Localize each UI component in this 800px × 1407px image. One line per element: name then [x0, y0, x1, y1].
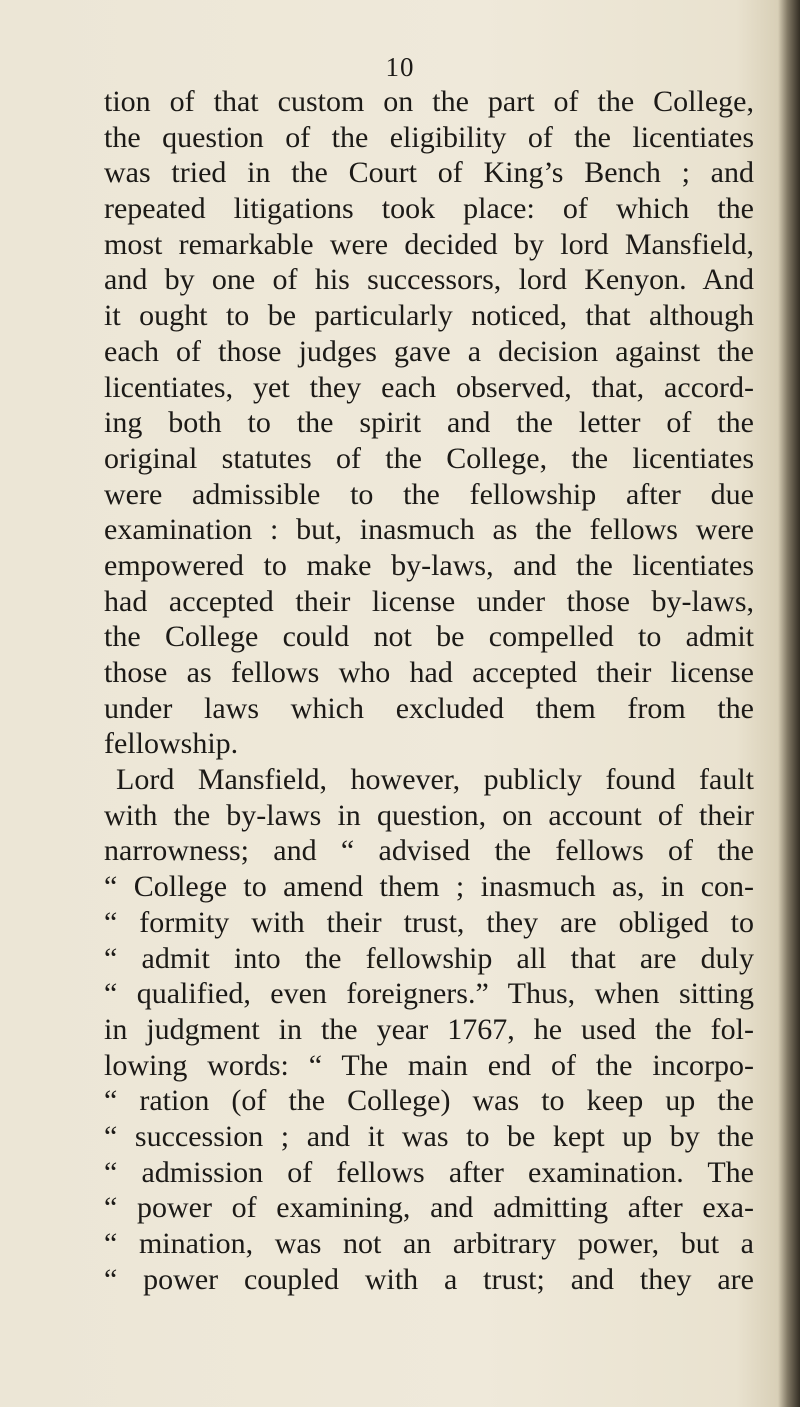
text-line: each of those judges gave a decision against the [104, 334, 754, 368]
text-line: licentiates, yet they each observed, that, accord- [104, 370, 754, 404]
text-line: “ College to amend them ; inasmuch as, in con- [104, 870, 754, 904]
text-line: were admissible to the fellowship after due [104, 477, 754, 511]
text-line: in judgment in the year 1767, he used the fol- [104, 1012, 754, 1046]
text-line: “ qualified, even foreigners.” Thus, when sitting [104, 977, 754, 1011]
text-line: the College could not be compelled to admit [104, 620, 754, 654]
text-line: narrowness; and “ advised the fellows of the [104, 834, 754, 868]
text-line: with the by-laws in question, on account of their [104, 798, 754, 832]
text-line: “ mination, was not an arbitrary power, but a [104, 1227, 754, 1260]
body-text [104, 84, 754, 1297]
text-line: “ power of examining, and admitting after exa- [104, 1191, 754, 1225]
text-line: empowered to make by-laws, and the licentiates [104, 548, 754, 582]
text-line: most remarkable were decided by lord Mansfield, [104, 227, 754, 261]
text-line: was tried in the Court of King’s Bench ; and [104, 156, 754, 190]
paragraph-end-line: fellowship. [104, 727, 239, 761]
text-line: tion of that custom on the part of the College, [104, 85, 754, 118]
text-line: “ power coupled with a trust; and they are [104, 1262, 754, 1296]
text-line: “ ration (of the College) was to keep up the [104, 1084, 754, 1118]
text-line: original statutes of the College, the licentiates [104, 441, 754, 475]
text-line: “ admission of fellows after examination. The [104, 1155, 754, 1189]
text-line: “ formity with their trust, they are obliged to [104, 905, 754, 939]
text-line: it ought to be particularly noticed, that although [104, 299, 754, 333]
text-line: lowing words: “ The main end of the incorpo- [104, 1048, 754, 1082]
text-line: repeated litigations took place: of which the [104, 192, 754, 226]
paragraph-start-line: Lord Mansfield, however, publicly found fault [116, 763, 754, 797]
text-line: examination : but, inasmuch as the fellows were [104, 513, 754, 547]
text-line: had accepted their license under those by-laws, [104, 584, 754, 618]
text-line: ing both to the spirit and the letter of the [104, 406, 754, 440]
text-line: and by one of his successors, lord Kenyon. And [104, 263, 754, 297]
text-line: “ admit into the fellowship all that are duly [104, 941, 754, 975]
text-line: “ succession ; and it was to be kept up by the [104, 1119, 754, 1153]
text-line: the question of the eligibility of the licentiates [104, 120, 754, 154]
text-line: those as fellows who had accepted their license [104, 656, 754, 689]
text-line: under laws which excluded them from the [104, 691, 754, 725]
page-edge-shadow [778, 0, 800, 1407]
page-number: 10 [385, 52, 415, 82]
